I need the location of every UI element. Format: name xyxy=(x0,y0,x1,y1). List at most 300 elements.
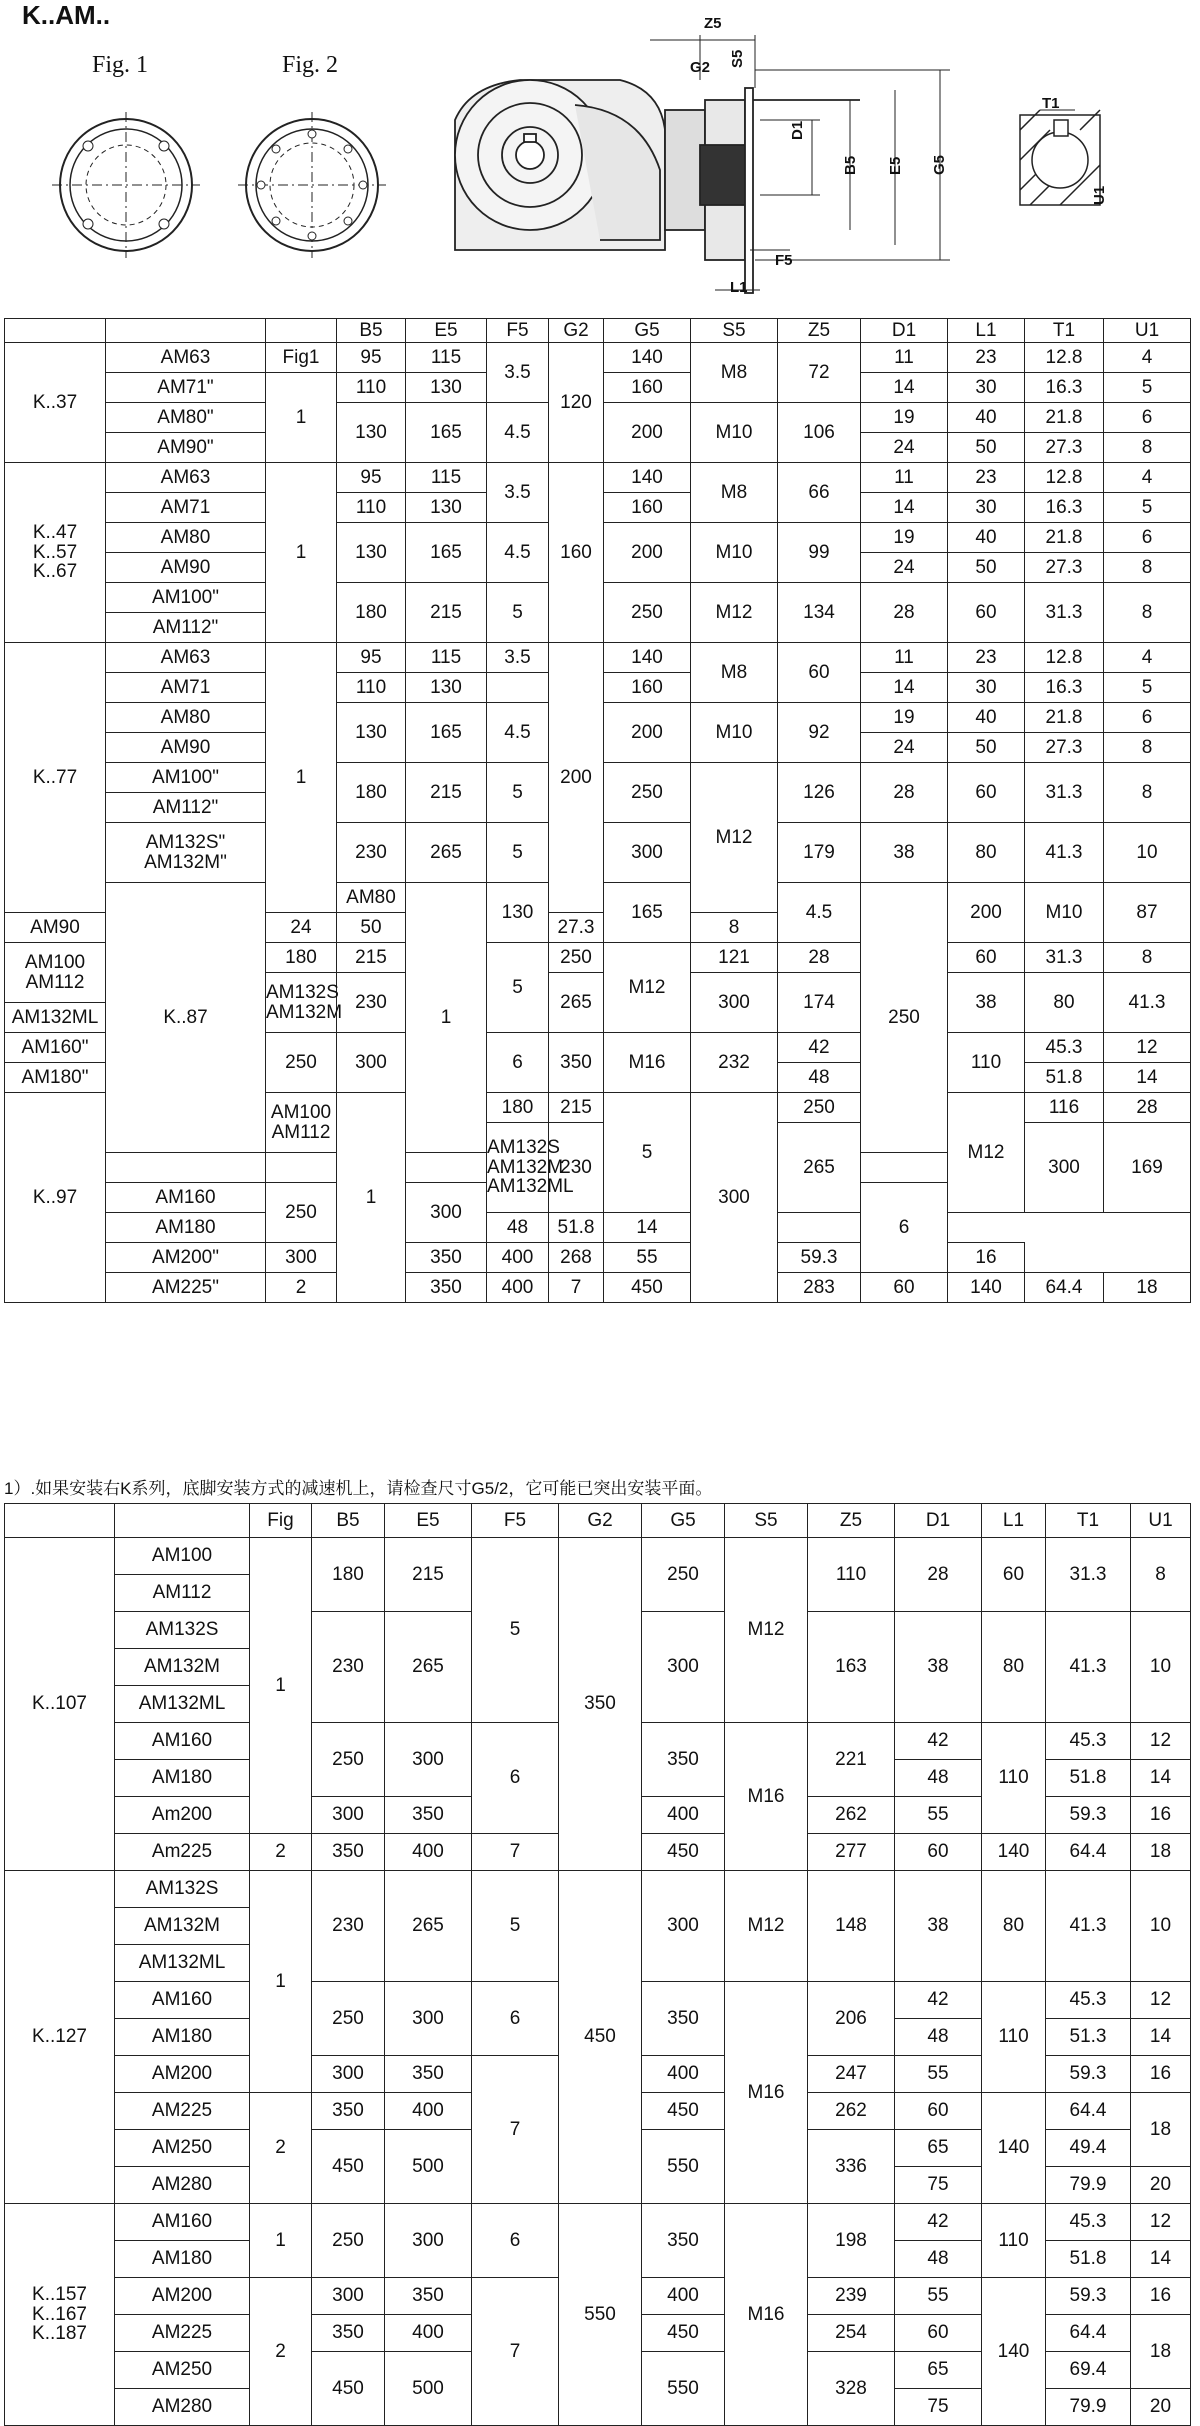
table-cell: 24 xyxy=(861,433,948,463)
header-cell: E5 xyxy=(385,1504,472,1538)
table-cell: 400 xyxy=(487,1243,549,1273)
table-cell: 14 xyxy=(1104,1063,1191,1093)
table-cell: AM200 xyxy=(115,2278,250,2315)
header-cell: U1 xyxy=(1131,1504,1191,1538)
table-cell: 8 xyxy=(1104,553,1191,583)
table-cell: 500 xyxy=(385,2130,472,2204)
table-cell: 2 xyxy=(250,2093,312,2204)
table-cell: 16 xyxy=(1131,2056,1191,2093)
table-cell: AM90 xyxy=(5,913,106,943)
technical-drawing xyxy=(0,0,1200,310)
table-cell: 7 xyxy=(472,2278,559,2426)
table-cell: 268 xyxy=(549,1243,604,1273)
table-cell: 232 xyxy=(691,1033,778,1093)
table-cell: 14 xyxy=(1131,2241,1191,2278)
table-cell: 14 xyxy=(861,673,948,703)
table-cell: 30 xyxy=(948,673,1025,703)
table-cell: 1 xyxy=(266,373,337,463)
table-cell: 300 xyxy=(642,1612,725,1723)
table-cell: 45.3 xyxy=(1046,1723,1131,1760)
table-cell: 75 xyxy=(895,2167,982,2204)
table-cell: 31.3 xyxy=(1046,1538,1131,1612)
table-cell: 8 xyxy=(1104,583,1191,643)
table-cell: 130 xyxy=(487,883,549,943)
table-cell: K..127 xyxy=(5,1871,115,2204)
table-cell: 230 xyxy=(549,1123,604,1213)
table-row xyxy=(5,2204,1191,2241)
dim-label-e5: E5 xyxy=(887,156,904,175)
table-cell: 198 xyxy=(808,2204,895,2278)
table-cell: M12 xyxy=(725,1538,808,1723)
table-cell: 50 xyxy=(948,553,1025,583)
table-cell: 50 xyxy=(337,913,406,943)
table-cell: AM132S" AM132M" xyxy=(106,823,266,883)
table-cell: AM132S AM132M AM132ML xyxy=(487,1123,549,1213)
table-cell: 4.5 xyxy=(778,883,861,943)
table-cell: 12 xyxy=(1131,2204,1191,2241)
table-cell: 80 xyxy=(982,1871,1046,1982)
table-cell: 12.8 xyxy=(1025,343,1104,373)
table-cell: 41.3 xyxy=(1025,823,1104,883)
table-cell: 45.3 xyxy=(1046,2204,1131,2241)
table-cell: 1 xyxy=(266,643,337,913)
table-row xyxy=(5,643,1191,673)
table-cell: 72 xyxy=(778,343,861,403)
table-cell: AM80 xyxy=(106,523,266,553)
table-cell: AM132S xyxy=(115,1612,250,1649)
table-cell: 23 xyxy=(948,643,1025,673)
table-cell: 45.3 xyxy=(1046,1982,1131,2019)
table-cell: 265 xyxy=(549,973,604,1033)
table-cell xyxy=(106,1153,266,1183)
table-cell: 14 xyxy=(861,493,948,523)
table-cell: 14 xyxy=(1131,1760,1191,1797)
table-cell: 221 xyxy=(808,1723,895,1797)
table-cell: 64.4 xyxy=(1046,1834,1131,1871)
table-cell: 350 xyxy=(385,2278,472,2315)
table-cell: AM200 xyxy=(115,2056,250,2093)
header-cell: D1 xyxy=(895,1504,982,1538)
table-cell: 80 xyxy=(1025,973,1104,1033)
header-cell: L1 xyxy=(948,319,1025,343)
header-cell: L1 xyxy=(982,1504,1046,1538)
table-cell: 262 xyxy=(808,1797,895,1834)
fig2-flange-icon xyxy=(238,112,386,258)
table-cell: 60 xyxy=(895,2315,982,2352)
table-cell: 31.3 xyxy=(1025,583,1104,643)
table-cell: 140 xyxy=(948,1273,1025,1303)
header-cell: B5 xyxy=(312,1504,385,1538)
dim-label-f5: F5 xyxy=(775,252,793,269)
table-cell: 51.8 xyxy=(549,1213,604,1243)
table-cell: 69.4 xyxy=(1046,2352,1131,2389)
table-cell: 50 xyxy=(948,433,1025,463)
table-cell xyxy=(487,673,549,703)
table-cell: 215 xyxy=(406,583,487,643)
table-cell: Am200 xyxy=(115,1797,250,1834)
table-cell: AM100 AM112 xyxy=(5,943,106,1003)
table-row xyxy=(5,343,1191,373)
table-cell: 41.3 xyxy=(1104,973,1191,1033)
dim-label-l1: L1 xyxy=(730,279,748,296)
fig2-label: Fig. 2 xyxy=(282,52,339,78)
table-cell: 215 xyxy=(406,763,487,823)
table-cell: 51.8 xyxy=(1046,2241,1131,2278)
header-cell: F5 xyxy=(472,1504,559,1538)
table-cell: 28 xyxy=(861,763,948,823)
header-cell: B5 xyxy=(337,319,406,343)
table-cell: M16 xyxy=(604,1033,691,1093)
table-cell: 130 xyxy=(406,673,487,703)
table-cell: 110 xyxy=(982,2204,1046,2278)
table-cell: 6 xyxy=(472,2204,559,2278)
table-cell: 10 xyxy=(1131,1871,1191,1982)
table-cell: 48 xyxy=(895,2019,982,2056)
table-cell: 3.5 xyxy=(487,463,549,523)
table-cell: 19 xyxy=(861,403,948,433)
table-cell: 262 xyxy=(808,2093,895,2130)
footnote: 1）.如果安装右K系列，底脚安装方式的减速机上，请检查尺寸G5/2，它可能已突出安装平面。 xyxy=(4,1479,713,1498)
table-cell: 51.3 xyxy=(1046,2019,1131,2056)
table-cell: 265 xyxy=(406,823,487,883)
table-cell: 200 xyxy=(604,403,691,463)
table-cell: 265 xyxy=(778,1123,861,1213)
header-cell xyxy=(5,319,106,343)
header-cell: S5 xyxy=(725,1504,808,1538)
table-cell: 250 xyxy=(266,1183,337,1243)
table-cell: 95 xyxy=(337,463,406,493)
table-cell: 21.8 xyxy=(1025,703,1104,733)
table-cell: 121 xyxy=(691,943,778,973)
table-cell: 110 xyxy=(948,1033,1025,1093)
header-cell: G2 xyxy=(559,1504,642,1538)
table-cell: 180 xyxy=(487,1093,549,1123)
table-cell: 110 xyxy=(808,1538,895,1612)
table-cell: 350 xyxy=(312,2093,385,2130)
table-cell: 350 xyxy=(312,1834,385,1871)
table-cell: 16 xyxy=(948,1243,1025,1273)
header-cell xyxy=(5,1504,115,1538)
table-cell: 130 xyxy=(337,703,406,763)
table-cell: 300 xyxy=(406,1183,487,1243)
table-cell: AM112 xyxy=(115,1575,250,1612)
dim-label-t1: T1 xyxy=(1042,95,1060,112)
table-cell: 200 xyxy=(604,523,691,583)
table-cell: 283 xyxy=(778,1273,861,1303)
table-cell: M16 xyxy=(725,1982,808,2204)
table-cell: 116 xyxy=(1025,1093,1104,1123)
table-cell: M12 xyxy=(691,763,778,913)
table-cell: 38 xyxy=(895,1612,982,1723)
table-cell: 5 xyxy=(604,1093,691,1213)
page-title: K..AM.. xyxy=(22,0,111,30)
dim-label-s5: S5 xyxy=(729,49,746,68)
table-cell: 87 xyxy=(1104,883,1191,943)
dim-label-g2: G2 xyxy=(690,59,711,76)
table-cell: 28 xyxy=(861,583,948,643)
table-cell: AM132ML xyxy=(115,1686,250,1723)
table-cell: 8 xyxy=(1104,943,1191,973)
table-cell: 14 xyxy=(604,1213,691,1243)
table-cell: AM180" xyxy=(5,1063,106,1093)
dim-label-b5: B5 xyxy=(842,155,859,175)
table-cell: AM225 xyxy=(115,2315,250,2352)
table-cell: 64.4 xyxy=(1046,2315,1131,2352)
table-cell: 160 xyxy=(604,493,691,523)
table-cell: 400 xyxy=(385,2093,472,2130)
table-cell: 250 xyxy=(604,763,691,823)
table-cell: 16 xyxy=(1131,1797,1191,1834)
table-cell: M8 xyxy=(691,343,778,403)
table-cell: 350 xyxy=(642,1982,725,2056)
table-cell: AM63 xyxy=(106,463,266,493)
table-cell: AM160 xyxy=(115,1723,250,1760)
table-cell: 400 xyxy=(385,1834,472,1871)
table-cell: 5 xyxy=(472,1538,559,1723)
header-cell: T1 xyxy=(1025,319,1104,343)
table-cell: 28 xyxy=(895,1538,982,1612)
table-cell: 31.3 xyxy=(1025,763,1104,823)
table-cell: 65 xyxy=(895,2130,982,2167)
table-cell: 265 xyxy=(385,1871,472,1982)
table-cell: 206 xyxy=(808,1982,895,2056)
table-cell: 250 xyxy=(312,1723,385,1797)
table-cell: 4 xyxy=(1104,463,1191,493)
table-cell: 140 xyxy=(604,463,691,493)
table-cell: 48 xyxy=(895,1760,982,1797)
table-cell: 79.9 xyxy=(1046,2389,1131,2426)
table-cell: 250 xyxy=(642,1538,725,1612)
table-cell: 169 xyxy=(1104,1123,1191,1213)
table-header-row xyxy=(5,1504,1191,1538)
table-cell: 11 xyxy=(861,463,948,493)
table-cell: AM63 xyxy=(106,643,266,673)
table-cell: K..47 K..57 K..67 xyxy=(5,463,106,643)
table-cell: 160 xyxy=(604,373,691,403)
table-cell: 140 xyxy=(982,1834,1046,1871)
table-cell: 110 xyxy=(982,1982,1046,2093)
table-cell: 250 xyxy=(604,583,691,643)
table-cell: 24 xyxy=(266,913,337,943)
table-cell: 174 xyxy=(778,973,861,1033)
table-cell: 3.5 xyxy=(487,343,549,403)
table-cell: 247 xyxy=(808,2056,895,2093)
table-cell: AM90 xyxy=(106,733,266,763)
table-cell: 12 xyxy=(1131,1982,1191,2019)
table-cell: 79.9 xyxy=(1046,2167,1131,2204)
table-cell: 200 xyxy=(549,643,604,913)
dimension-table-1 xyxy=(4,318,1191,1303)
table-cell: 42 xyxy=(895,1982,982,2019)
table-cell: 180 xyxy=(337,763,406,823)
table-cell: 12 xyxy=(1104,1033,1191,1063)
table-cell: AM80" xyxy=(106,403,266,433)
table-cell: 6 xyxy=(1104,403,1191,433)
table-cell: 6 xyxy=(487,1033,549,1093)
dim-label-z5: Z5 xyxy=(704,15,722,32)
table-cell: 2 xyxy=(250,1834,312,1871)
table-cell: 12.8 xyxy=(1025,463,1104,493)
table-cell: AM132M xyxy=(115,1908,250,1945)
table-cell: 60 xyxy=(861,1273,948,1303)
table-cell: 95 xyxy=(337,343,406,373)
table-cell: 350 xyxy=(385,1797,472,1834)
table-cell: 27.3 xyxy=(1025,733,1104,763)
table-cell: 160 xyxy=(604,673,691,703)
table-cell: 4.5 xyxy=(487,703,549,763)
table-cell: 14 xyxy=(1131,2019,1191,2056)
table-cell: 277 xyxy=(808,1834,895,1871)
fig1-flange-icon xyxy=(52,112,200,258)
table-cell: 400 xyxy=(642,2056,725,2093)
table-cell: 40 xyxy=(948,523,1025,553)
table-cell: 19 xyxy=(861,523,948,553)
table-cell: 5 xyxy=(1104,493,1191,523)
table-cell: 64.4 xyxy=(1025,1273,1104,1303)
table-cell: 1 xyxy=(250,2204,312,2278)
table-cell: 59.3 xyxy=(1046,2056,1131,2093)
table-cell: AM90 xyxy=(106,553,266,583)
header-cell: G5 xyxy=(604,319,691,343)
table-cell: 21.8 xyxy=(1025,523,1104,553)
table-cell: 450 xyxy=(642,1834,725,1871)
table-cell: 180 xyxy=(312,1538,385,1612)
table-cell: 1 xyxy=(266,463,337,643)
table-cell: 4 xyxy=(1104,643,1191,673)
table-cell: 11 xyxy=(861,643,948,673)
table-cell: AM132S xyxy=(115,1871,250,1908)
header-cell xyxy=(266,319,337,343)
table-cell: AM160 xyxy=(106,1183,266,1213)
table-cell: 18 xyxy=(1131,2093,1191,2167)
table-cell: 165 xyxy=(406,703,487,763)
header-cell: F5 xyxy=(487,319,549,343)
header-cell: U1 xyxy=(1104,319,1191,343)
table-cell: M10 xyxy=(1025,883,1104,943)
dim-label-u1: U1 xyxy=(1091,185,1108,205)
table-cell: AM63 xyxy=(106,343,266,373)
table-cell: 239 xyxy=(808,2278,895,2315)
table-cell: 120 xyxy=(549,343,604,463)
table-cell: 250 xyxy=(778,1093,861,1123)
table-cell: Fig1 xyxy=(266,343,337,373)
table-cell: 5 xyxy=(487,943,549,1033)
table-cell: K..97 xyxy=(5,1093,106,1303)
table-cell: 75 xyxy=(895,2389,982,2426)
table-cell: 180 xyxy=(266,943,337,973)
table-row xyxy=(5,1243,1191,1273)
table-cell: 6 xyxy=(472,1723,559,1834)
table-cell: AM71 xyxy=(106,673,266,703)
header-cell xyxy=(106,319,266,343)
table-cell: 65 xyxy=(895,2352,982,2389)
table-cell: 6 xyxy=(472,1982,559,2056)
table-cell: 95 xyxy=(337,643,406,673)
table-cell: 7 xyxy=(472,1834,559,1871)
table-cell: AM100 AM112 xyxy=(266,1093,337,1153)
table-cell: 38 xyxy=(895,1871,982,1982)
table-cell: 165 xyxy=(406,403,487,463)
table-cell: 5 xyxy=(487,763,549,823)
table-cell: 60 xyxy=(948,583,1025,643)
table-cell: 200 xyxy=(948,883,1025,943)
table-cell: M16 xyxy=(725,2204,808,2426)
table-cell: 80 xyxy=(948,823,1025,883)
table-cell: 28 xyxy=(778,943,861,973)
table-cell: AM180 xyxy=(115,2019,250,2056)
table-cell: 400 xyxy=(642,1797,725,1834)
table-cell: 230 xyxy=(337,973,406,1033)
table-cell: 92 xyxy=(778,703,861,763)
dim-label-d1: D1 xyxy=(789,120,806,140)
table-cell: AM180 xyxy=(115,1760,250,1797)
table-cell: 450 xyxy=(312,2352,385,2426)
table-cell: 300 xyxy=(312,1797,385,1834)
table-cell: 18 xyxy=(1104,1273,1191,1303)
table-cell: 134 xyxy=(778,583,861,643)
table-cell: 4.5 xyxy=(487,403,549,463)
table-cell: 60 xyxy=(982,1538,1046,1612)
table-cell: 51.8 xyxy=(1046,1760,1131,1797)
table-cell: 24 xyxy=(861,733,948,763)
table-cell: 42 xyxy=(895,1723,982,1760)
table-cell: 350 xyxy=(406,1243,487,1273)
table-cell: K..37 xyxy=(5,343,106,463)
table-cell: 350 xyxy=(385,2056,472,2093)
table-cell: 60 xyxy=(895,2093,982,2130)
table-cell: AM225" xyxy=(106,1273,266,1303)
table-cell: 18 xyxy=(1131,1834,1191,1871)
table-cell: 7 xyxy=(472,2056,559,2204)
table-cell: 49.4 xyxy=(1046,2130,1131,2167)
table-cell: 250 xyxy=(312,2204,385,2278)
table-cell: 140 xyxy=(982,2093,1046,2204)
table-cell: 550 xyxy=(642,2352,725,2426)
table-cell: 165 xyxy=(406,523,487,583)
table-cell: 5 xyxy=(487,583,549,643)
table-cell: 250 xyxy=(549,943,604,973)
table-row xyxy=(5,1871,1191,1908)
table-cell: 12.8 xyxy=(1025,643,1104,673)
table-cell: 106 xyxy=(778,403,861,463)
table-cell: 27.3 xyxy=(1025,553,1104,583)
table-cell: 1 xyxy=(250,1538,312,1834)
table-cell: 400 xyxy=(385,2315,472,2352)
table-cell: 64.4 xyxy=(1046,2093,1131,2130)
table-cell: 140 xyxy=(604,643,691,673)
table-cell: 140 xyxy=(604,343,691,373)
table-cell: 115 xyxy=(406,463,487,493)
table-cell: 6 xyxy=(861,1183,948,1273)
table-cell: 230 xyxy=(312,1612,385,1723)
header-cell: G2 xyxy=(549,319,604,343)
table-cell: 110 xyxy=(337,373,406,403)
table-cell: 50 xyxy=(948,733,1025,763)
table-cell: 51.8 xyxy=(1025,1063,1104,1093)
table-cell: 10 xyxy=(1104,823,1191,883)
table-cell: 4.5 xyxy=(487,523,549,583)
table-cell: 328 xyxy=(808,2352,895,2426)
table-cell: 110 xyxy=(982,1723,1046,1834)
table-cell: 500 xyxy=(385,2352,472,2426)
table-cell: 6 xyxy=(1104,703,1191,733)
table-row xyxy=(5,1273,1191,1303)
table-cell: M8 xyxy=(691,643,778,703)
table-cell: 250 xyxy=(861,883,948,1153)
table-cell: 60 xyxy=(895,1834,982,1871)
table-cell: AM90" xyxy=(106,433,266,463)
table-cell: 8 xyxy=(1104,763,1191,823)
